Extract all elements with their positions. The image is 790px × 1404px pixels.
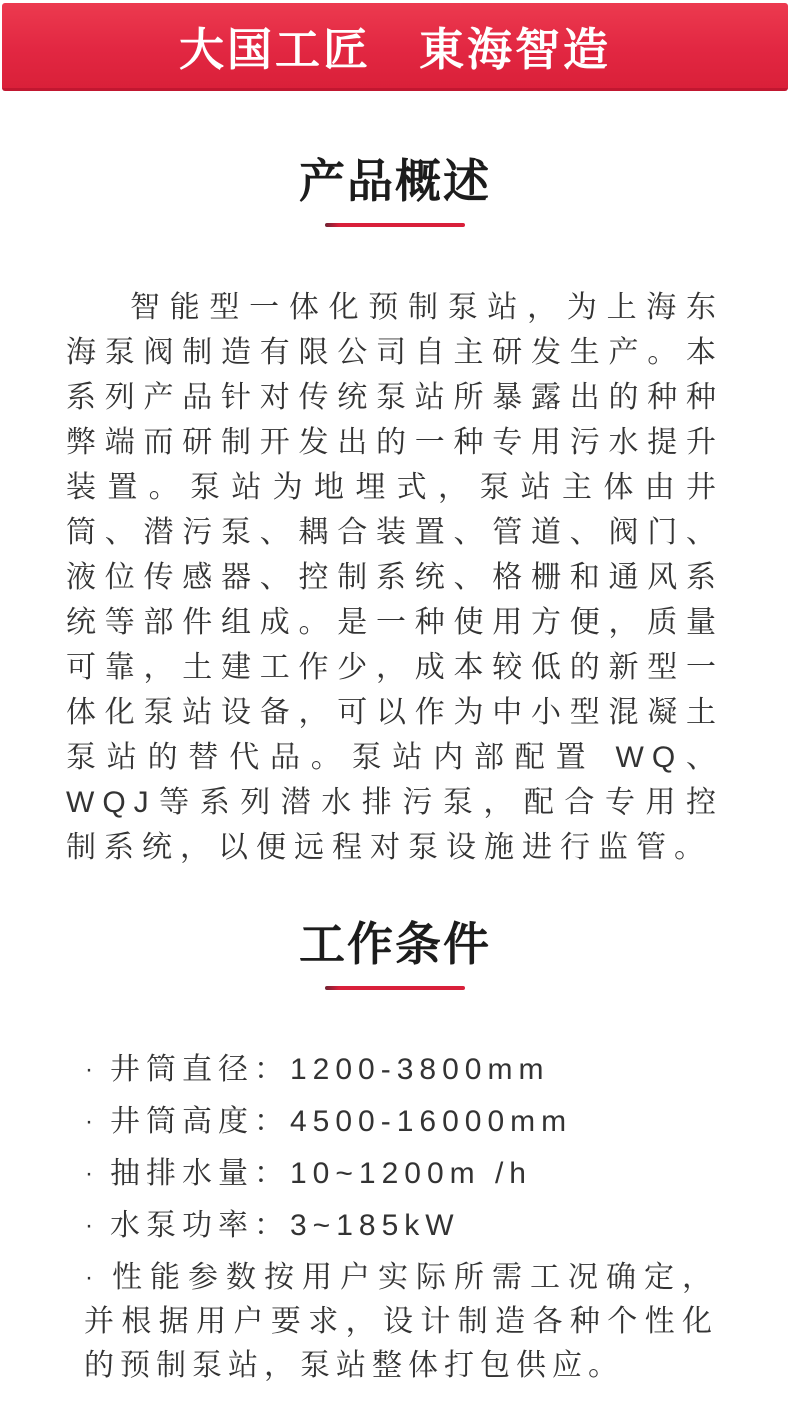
overview-paragraph: 智能型一体化预制泵站，为上海东海泵阀制造有限公司自主研发生产。本系列产品针对传统泵站所暴露出的种种弊端而研制开发出的一种专用污水提升装置。泵站为地埋式，泵站主体由井筒、潜污泵、耦合装置、管道、阀门、液位传感器、控制系统、格栅和通风系统等部件组成。是一种使用方便，质量可靠，土建工作少，成本较低的新型一体化泵站设备，可以作为中小型混凝土泵站的替代品。泵站内部配置 WQ、WQJ等系列潜水排污泵，配合专用控制系统，以便远程对泵设施进行监管。 [66, 291, 724, 864]
spec-text-drainage-capacity: 抽排水量：10~1200m /h [110, 1157, 532, 1190]
bullet-icon: · [85, 1212, 93, 1239]
overview-section [0, 155, 790, 870]
banner-title: 大国工匠 東海智造 [178, 24, 611, 75]
header-banner [2, 3, 788, 91]
spec-item-pump-power [84, 1204, 718, 1248]
working-conditions-section-title: 工作条件 [299, 918, 491, 970]
working-conditions-section [0, 918, 790, 1388]
bullet-icon: · [85, 1264, 93, 1291]
spec-item-well-height [84, 1100, 718, 1144]
bullet-icon: · [85, 1160, 93, 1187]
spec-text-well-height: 井筒高度：4500-16000mm [110, 1105, 573, 1138]
spec-text-performance-note: 性能参数按用户实际所需工况确定，并根据用户要求，设计制造各种个性化的预制泵站，泵站整体打包供应。 [84, 1261, 718, 1382]
overview-title-underline [325, 223, 465, 227]
working-conditions-title-underline [325, 986, 465, 990]
spec-text-well-diameter: 井筒直径：1200-3800mm [110, 1053, 550, 1086]
spec-item-drainage-capacity [84, 1152, 718, 1196]
product-detail-page [0, 3, 790, 1404]
overview-section-title: 产品概述 [299, 155, 491, 207]
spec-text-pump-power: 水泵功率：3~185kW [110, 1209, 460, 1242]
spec-item-well-diameter [84, 1048, 718, 1092]
bullet-icon: · [85, 1056, 93, 1083]
spec-list [84, 1048, 718, 1388]
spec-item-performance-note [84, 1256, 718, 1388]
bullet-icon: · [85, 1108, 93, 1135]
